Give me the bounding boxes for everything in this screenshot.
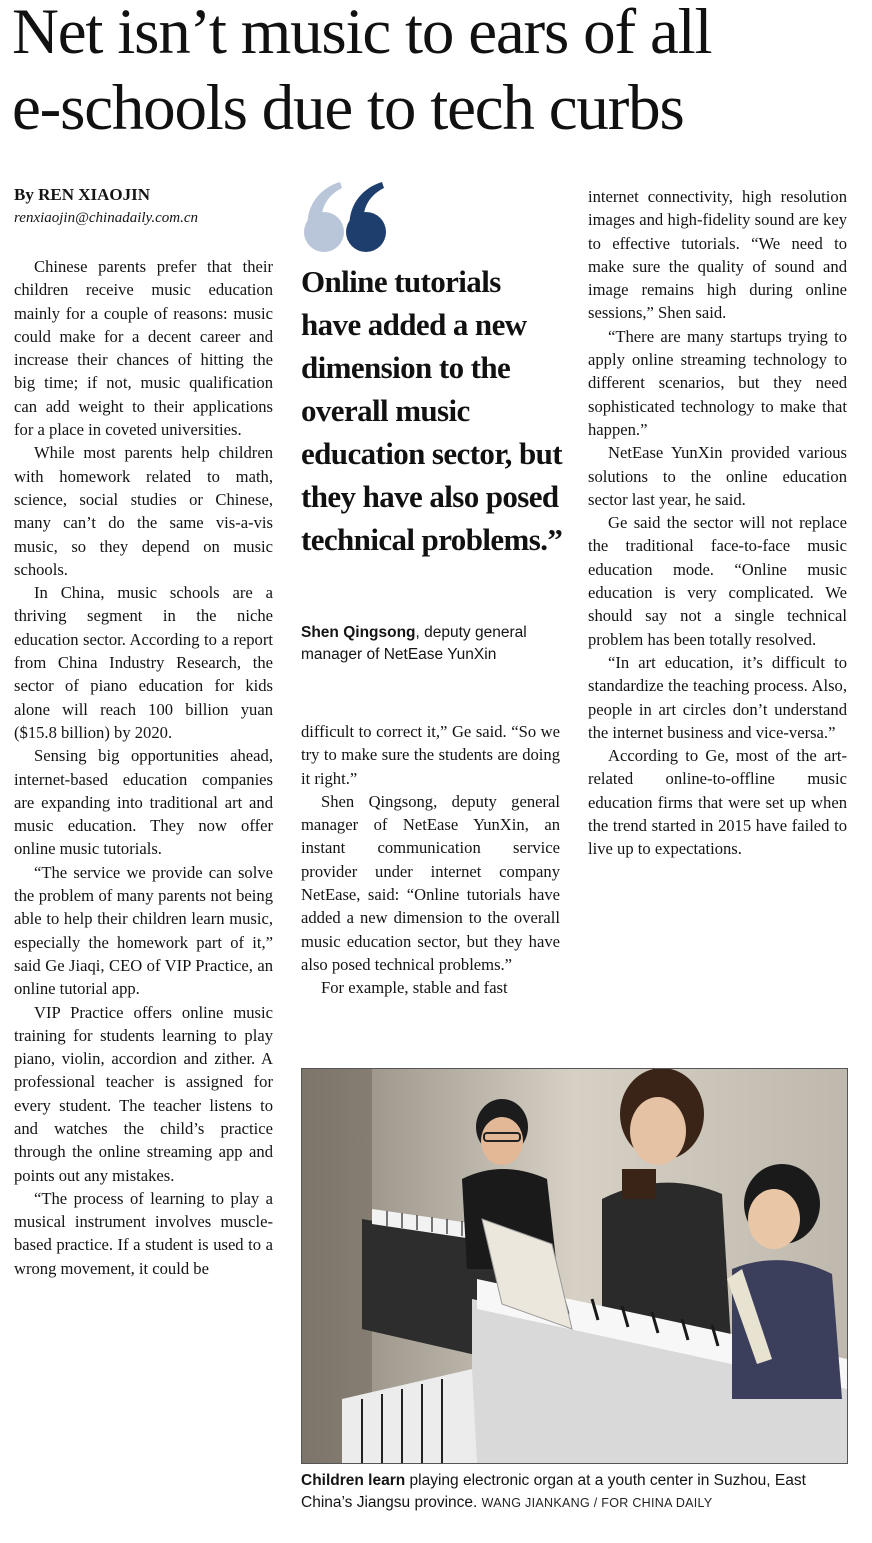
photo-credit: WANG JIANKANG / FOR CHINA DAILY: [481, 1496, 713, 1510]
headline: [12, 0, 862, 146]
attribution-name: Shen Qingsong: [301, 624, 416, 641]
pull-quote: Online tutorials have added a new dimension to the overall music education sector, but they have also posed technical problems.”: [301, 264, 563, 557]
byline-author: By REN XIAOJIN: [14, 185, 151, 204]
headline-line-2: e-schools due to tech curbs: [12, 72, 684, 144]
quote-mark-left: [304, 182, 344, 252]
paragraph: While most parents help children with homework related to math, science, social studies or Chinese, many can’t do the same vis-a-vis music, so they depend on music schools.: [14, 443, 273, 579]
byline: [14, 183, 274, 229]
article-column-1: [14, 255, 273, 1280]
paragraph: NetEase YunXin provided various solutions to the online education sector last year, he said.: [588, 443, 847, 509]
headline-line-1: Net isn’t music to ears of all: [12, 0, 712, 68]
paragraph: Ge said the sector will not replace the traditional face-to-face music education mode. “Online music education is very complicated. We should say not a single technical problem has been totally resolved.: [588, 513, 847, 649]
paragraph: “The process of learning to play a musical instrument involves muscle-based practice. If a student is used to a wrong movement, it could be: [14, 1188, 273, 1278]
paragraph: For example, stable and fast: [321, 978, 508, 998]
attribution-title: , deputy general manager of NetEase YunXin: [301, 624, 527, 663]
caption-text: playing electronic organ at a youth center in Suzhou, East China’s Jiangsu province.: [301, 1472, 806, 1511]
paragraph: VIP Practice offers online music training for students learning to play piano, violin, accordion and zither. A professional teacher is assigned for every student. The teacher listens to and watches the child’s practice through the online streaming app and points out any mistakes.: [14, 1002, 273, 1185]
paragraph: Sensing big opportunities ahead, internet-based education companies are expanding into traditional art and music education. They now offer online music tutorials.: [14, 746, 273, 859]
article-photo: [301, 1068, 848, 1464]
paragraph: Shen Qingsong, deputy general manager of NetEase YunXin, an instant communication service provider under internet company NetEase, said: “Online tutorials have added a new dimension to the overall music education sector, but they have also posed technical problems.”: [301, 791, 560, 974]
paragraph: difficult to correct it,” Ge said. “So we try to make sure the students are doing it right.”: [301, 722, 560, 788]
paragraph: “There are many startups trying to apply online streaming technology to different scenarios, but they need sophisticated technology to make that happen.”: [588, 326, 847, 439]
article-column-2: [301, 720, 560, 1000]
photo-illustration: [302, 1069, 847, 1463]
paragraph: internet connectivity, high resolution images and high-fidelity sound are key to effective tutorials. “We need to make sure the quality of sound and image remains high during online sessions,” Shen said.: [588, 187, 847, 323]
paragraph: According to Ge, most of the art-related online-to-offline music education firms that were set up when the trend started in 2015 have failed to live up to expectations.: [588, 746, 847, 859]
pull-quote-attribution: [301, 622, 563, 666]
caption-lead: Children learn: [301, 1472, 406, 1489]
paragraph: “The service we provide can solve the problem of many parents not being able to help their children learn music, especially the homework part of it,” said Ge Jiaqi, CEO of VIP Practice, an online tutorial app.: [14, 862, 273, 999]
paragraph: “In art education, it’s difficult to standardize the teaching process. Also, people in art circles don’t understand the internet business and vice-versa.”: [588, 652, 847, 742]
quote-mark-icon: [300, 176, 395, 256]
quote-mark-right: [346, 182, 386, 252]
article-column-3: [588, 185, 847, 861]
paragraph: In China, music schools are a thriving segment in the niche education sector. According to a report from China Industry Research, the sector of piano education for kids alone will reach 100 billion yuan ($15.8 billion) by 2020.: [14, 583, 273, 742]
byline-email: renxiaojin@chinadaily.com.cn: [14, 210, 199, 226]
paragraph: Chinese parents prefer that their children receive music education mainly for a couple of reasons: music could make for a decent career and increase their chances of hitting the big time; if not, music qualification can add weight to their applications for a place in coveted universities.: [14, 257, 273, 440]
photo-caption: [301, 1470, 861, 1514]
